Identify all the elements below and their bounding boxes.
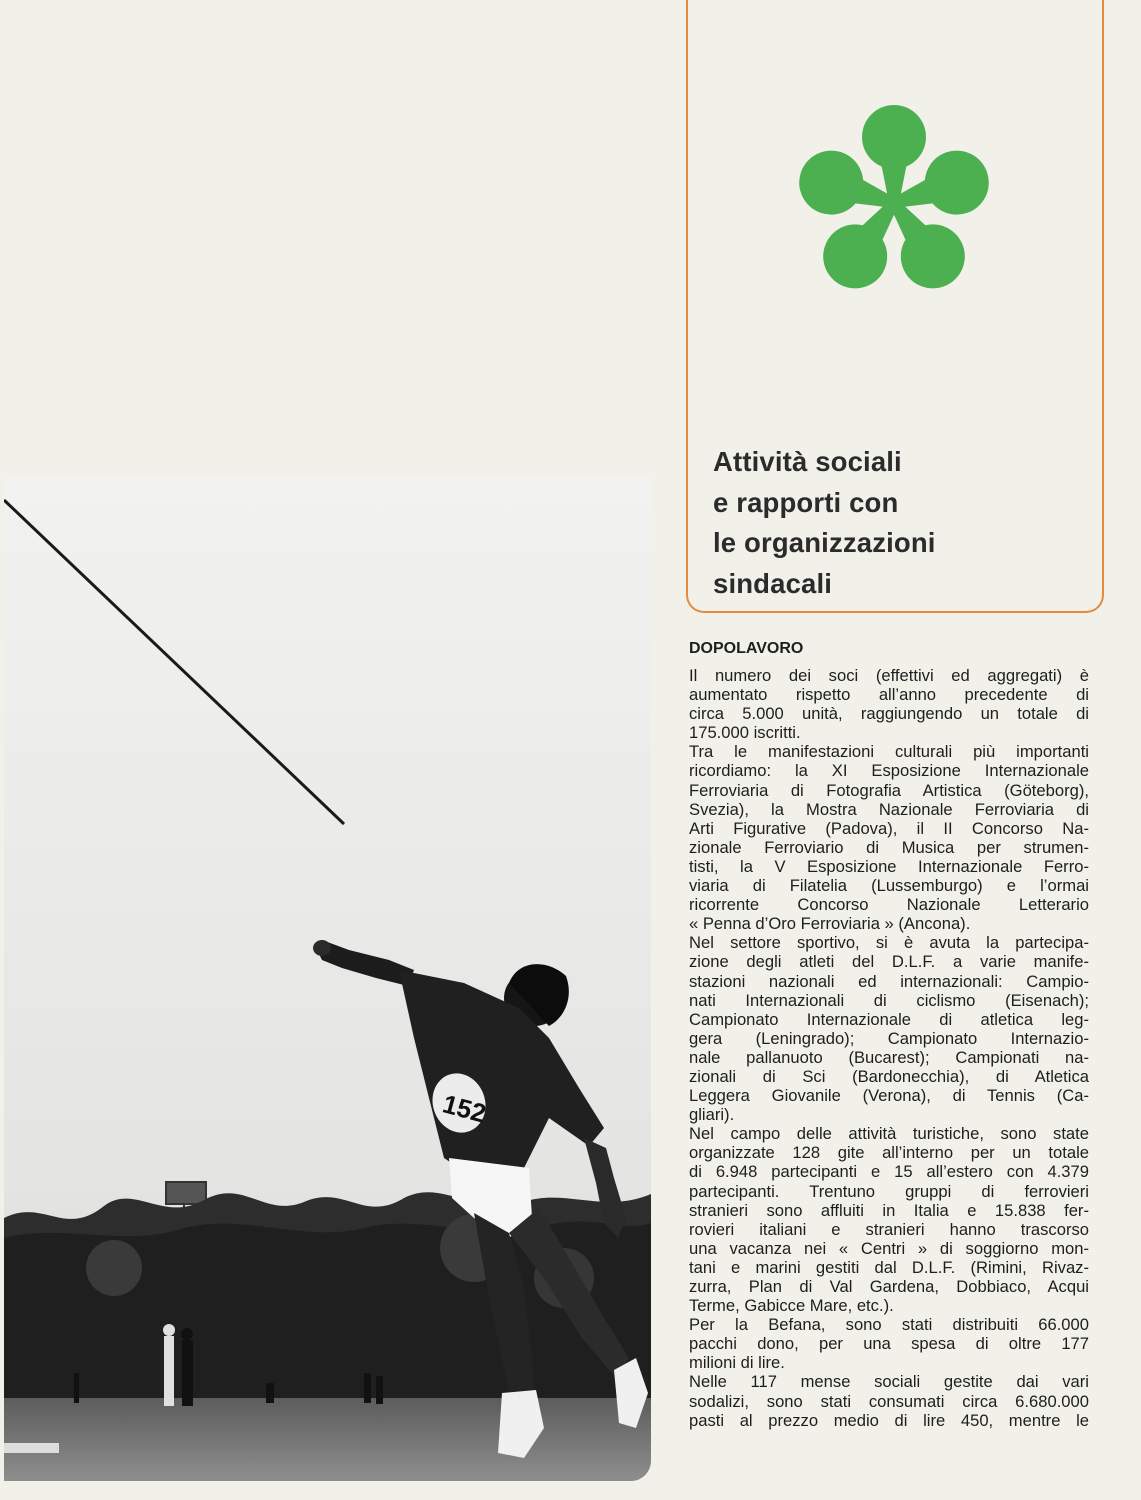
text-line: Terme, Gabicce Mare, etc.). [689, 1296, 894, 1316]
text-line: Il numero dei soci (effettivi ed aggregati) è [689, 666, 1089, 685]
paragraph [689, 1372, 1089, 1429]
text-line: sodalizi, sono stati consumati circa 6.680.000 [689, 1391, 1089, 1411]
text-line: Tra le manifestazioni culturali più importanti [689, 742, 1089, 762]
text-line: circa 5.000 unità, raggiungendo un totale di [689, 704, 1089, 724]
javelin-thrower-photo [4, 478, 651, 1481]
text-line: Ferroviaria di Fotografia Artistica (Göteborg), [689, 780, 1089, 800]
title-line: le organizzazioni [713, 527, 936, 558]
text-line: zionali di Sci (Bardonecchia), di Atletica [689, 1066, 1089, 1086]
text-line: Svezia), la Mostra Nazionale Ferroviaria di [689, 799, 1089, 819]
text-line: Nel settore sportivo, si è avuta la partecipa- [689, 933, 1089, 953]
text-line: una vacanza nei « Centri » di soggiorno mon- [689, 1238, 1089, 1258]
text-line: Nel campo delle attività turistiche, sono state [689, 1124, 1089, 1144]
paragraph [689, 1124, 1089, 1315]
text-line: zurra, Plan di Val Gardena, Dobbiaco, Acqui [689, 1277, 1089, 1296]
text-line: organizzate 128 gite all’interno per un totale [689, 1143, 1089, 1163]
text-line: tani e marini gestiti dal D.L.F. (Rimini, Rivaz- [689, 1257, 1089, 1277]
paragraph [689, 742, 1089, 933]
text-line: zionale Ferroviario di Musica per strumen- [689, 837, 1089, 857]
title-line: e rapporti con [713, 486, 899, 518]
text-line: 175.000 iscritti. [689, 723, 801, 743]
text-line: partecipanti. Trentuno gruppi di ferrovieri [689, 1181, 1089, 1201]
title-line: sindacali [713, 567, 833, 599]
text-line: tisti, la V Esposizione Internazionale Ferro- [689, 856, 1089, 876]
text-line: gliari). [689, 1105, 735, 1125]
text-line: pasti al prezzo medio di lire 450, mentre le [689, 1410, 1089, 1430]
text-line: Leggera Giovanile (Verona), di Tennis (Ca- [689, 1086, 1089, 1106]
text-line: nati Internazionali di ciclismo (Eisenach); [689, 990, 1089, 1010]
text-line: ricorrente Concorso Nazionale Letterario [689, 895, 1089, 915]
bib-number: 152 [439, 1088, 490, 1129]
text-line: Per la Befana, sono stati distribuiti 66.000 [689, 1315, 1089, 1335]
title-line: Attività sociali [713, 446, 902, 477]
paragraph [689, 1315, 1089, 1372]
text-line: aumentato rispetto all’anno precedente di [689, 685, 1089, 705]
text-line: « Penna d’Oro Ferroviaria » (Ancona). [689, 914, 971, 934]
text-line: viaria di Filatelia (Lussemburgo) e l’ormai [689, 876, 1089, 896]
text-line: zione degli atleti del D.L.F. a varie manife- [689, 952, 1089, 972]
text-line: rovieri italiani e stranieri hanno trascorso [689, 1219, 1089, 1239]
paragraph [689, 933, 1089, 1124]
text-line: gera (Leningrado); Campionato Internazio- [689, 1028, 1089, 1048]
text-line: di 6.948 partecipanti e 15 all’estero con 4.379 [689, 1162, 1089, 1182]
text-line: milioni di lire. [689, 1353, 785, 1373]
paragraph [689, 666, 1089, 742]
text-line: pacchi dono, per una spesa di oltre 177 [689, 1334, 1089, 1354]
text-line: Nelle 117 mense sociali gestite dai vari [689, 1372, 1089, 1392]
text-line: Arti Figurative (Padova), il II Concorso Na- [689, 818, 1089, 838]
text-line: ricordiamo: la XI Esposizione Internazionale [689, 761, 1089, 781]
page-title [713, 442, 1093, 604]
text-line: stazioni nazionali ed internazionali: Campio- [689, 971, 1089, 991]
text-line: stranieri sono affluiti in Italia e 15.838 fer- [689, 1200, 1089, 1220]
green-flower-icon [794, 103, 994, 308]
section-heading: DOPOLAVORO [689, 640, 804, 657]
article-body [689, 666, 1089, 1430]
text-line: nale pallanuoto (Bucarest); Campionati na- [689, 1047, 1089, 1067]
text-line: Campionato Internazionale di atletica leg- [689, 1009, 1089, 1029]
